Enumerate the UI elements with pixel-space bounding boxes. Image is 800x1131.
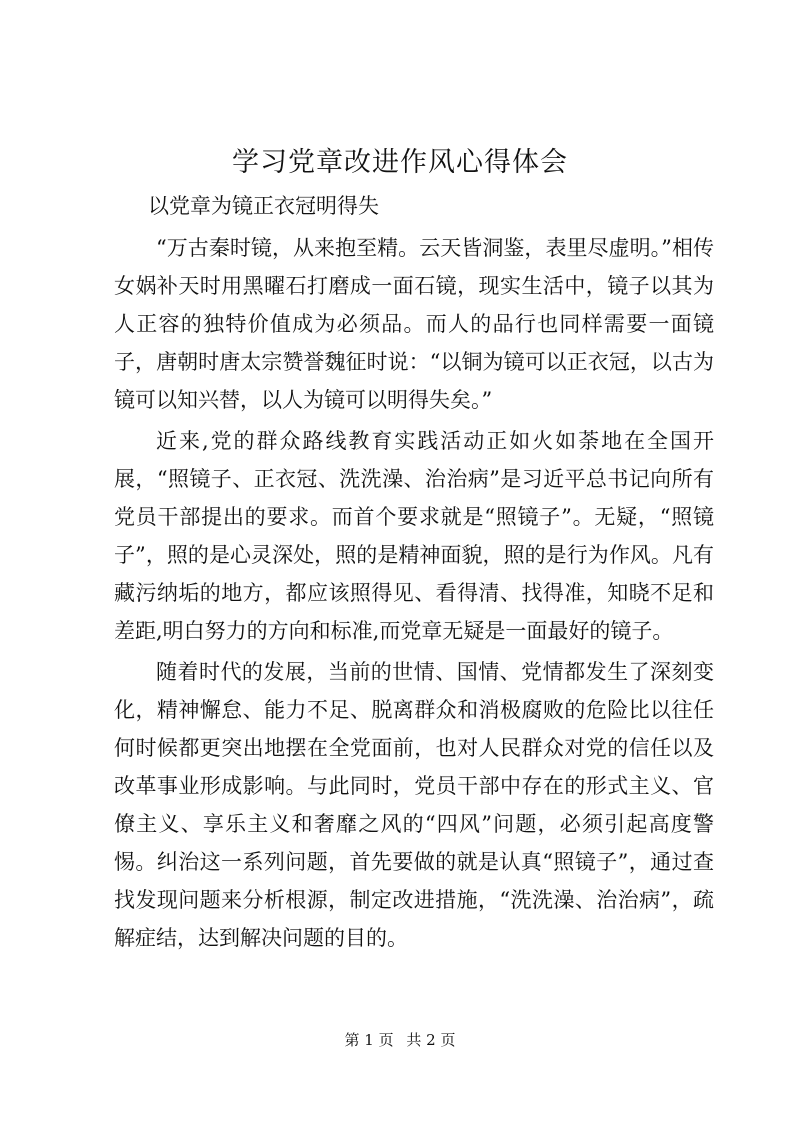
page-number: 第 1 页 <box>344 1031 394 1049</box>
document-title: 学习党章改进作风心得体会 <box>232 147 568 178</box>
page-total: 共 2 页 <box>406 1031 456 1049</box>
page-footer <box>0 1029 800 1050</box>
document-body <box>114 190 714 957</box>
paragraph-1: “万古秦时镜，从来抱至精。云天皆洞鉴，表里尽虚明。”相传女娲补天时用黑曜石打磨成一面石镜，现实生活中，镜子以其为人正容的独特价值成为必须品。而人的品行也同样需要一面镜子，唐朝时唐太宗赞誉魏征时说：“以铜为镜可以正衣冠，以古为镜可以知兴替，以人为镜可以明得失矣。” <box>114 236 714 412</box>
paragraph-3: 随着时代的发展，当前的世情、国情、党情都发生了深刻变化，精神懈怠、能力不足、脱离群众和消极腐败的危险比以往任何时候都更突出地摆在全党面前，也对人民群众对党的信任以及改革事业形成影响。与此同时，党员干部中存在的形式主义、官僚主义、享乐主义和奢靡之风的“四风”问题，必须引起高度警惕。纠治这一系列问题，首先要做的就是认真“照镜子”，通过查找发现问题来分析根源，制定改进措施，“洗洗澡、治治病”，疏解症结，达到解决问题的目的。 <box>114 660 714 950</box>
paragraph-2: 近来,党的群众路线教育实践活动正如火如荼地在全国开展，“照镜子、正衣冠、洗洗澡、治治病”是习近平总书记向所有党员干部提出的要求。而首个要求就是“照镜子”。无疑，“照镜子”，照的是心灵深处，照的是精神面貌，照的是行为作风。凡有藏污纳垢的地方，都应该照得见、看得清、找得准，知晓不足和差距,明白努力的方向和标准,而党章无疑是一面最好的镜子。 <box>114 429 714 643</box>
document-subtitle: 以党章为镜正衣冠明得失 <box>148 194 379 218</box>
